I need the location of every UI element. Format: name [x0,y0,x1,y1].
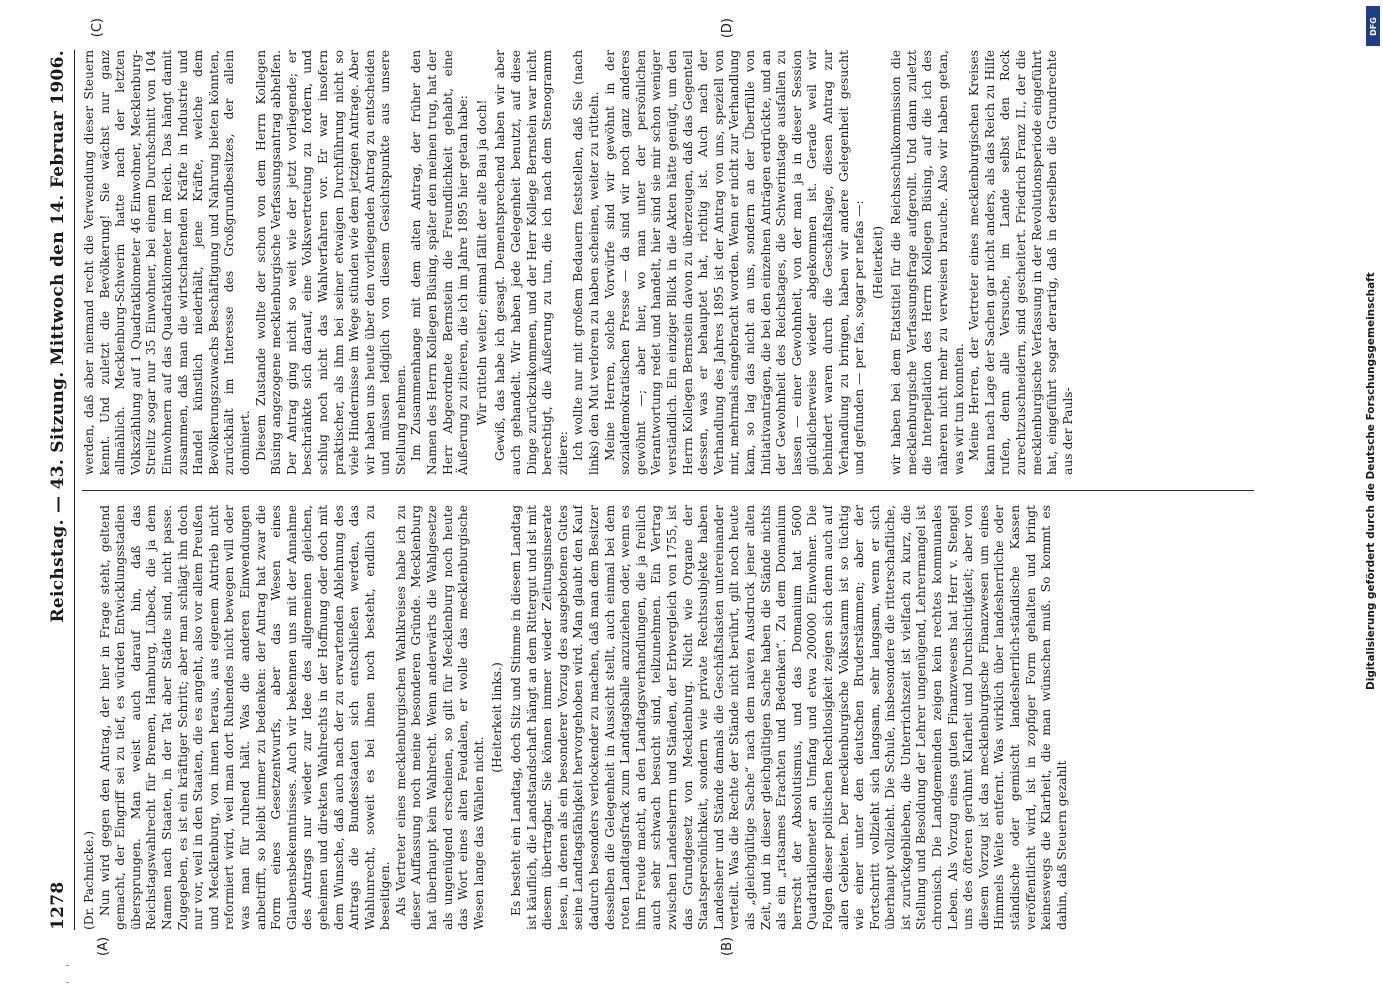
paragraph: Meine Herren, der Vertreter eines mecklenburgischen Kreises kann nach Lage der Sachen gar nicht anders, als das Reich zu Hilfe rufen, denn alle Versuche, im Lande selbst den Rock zurechtzuschneidern, sind gescheitert. Friedrich Franz II., der die mecklenburgische Verfassung in der Revolutionsperiode eingeführt hat, eingeführt sogar derartig, daß in derselben die Grundrechte aus der Pauls- [967,50,1075,475]
dfg-logo: DFG [1366,6,1380,46]
right-column [82,50,1254,475]
margin-marker-d: (D) [720,18,735,39]
paragraph: Es besteht ein Landtag, doch Sitz und Stimme in diesem Landtag ist käuflich, die Landstandschaft hängt an dem Rittergut und ist mit diesem übertragbar. Sie können immer wieder Zeitungsinserate lesen, in denen als ein besonderer Vorzug des ausgebotenen Gutes seine Landtagsfähigkeit hervorgehoben wird. Man glaubt den Kauf dadurch besonders verlockender zu machen, daß man dem Besitzer desselben die Gelegenheit in Aussicht stellt, auch einmal bei dem roten Landtagsfrack zum Landtagsballe anzuziehen oder, wenn es ihm Freude macht, an den Landtagsverhandlungen, die ja freilich auch sehr schwach besucht sind, teilzunehmen. Ein Vertrag zwischen Landesherrn und Ständen, der Erbvergleich von 1755, ist das Grundgesetz von Mecklenburg. Nicht wie Organe der Staatspersönlichkeit, sondern wie private Rechtssubjekte haben Landesherr und Stände damals die Geschäftslasten untereinander verteilt. Was die Rechte der Stände nicht berührt, gilt noch heute als „gleichgültige Sache“ nach dem naiven Ausdruck jener alten Zeit, und in dieser gleichgültigen Sache haben die Stände nichts als ein „ratsames Erachten und Bedenken“. Zu dem Domanium herrscht der Absolutismus, und das Domanium hat 5600 Quadratkilometer an Umfang und etwa 200000 Einwohner. Die Folgen dieser politischen Rechtlosigkeit zeigen sich denn auch auf allen Gebieten. Der mecklenburgische Volksstamm ist so tüchtig wie einer unter den deutschen Bruderstämmen; aber der Fortschritt vollzieht sich langsam, sehr langsam, wenn er sich überhaupt vollzieht. Die Schule, insbesondere die ritterschaftliche, ist zurückgeblieben, die Unterrichtszeit ist vielfach zu kurz, die Stellung und Besoldung der Lehrer ungenügend, Lehrermangel ist chronisch. Die Landgemeinden zeigen kein rechtes kommunales Leben. Als Vorzug eines guten Finanzwesens hat Herr v. Stengel uns des öfteren gerühmt Klarheit und Durchsichtigkeit; aber von diesem Vorzug ist das mecklenburgische Finanzwesen um eines Himmels Weite entfernt. Was wirklich über landesherrliche oder ständische oder gemischt landesherrlich-ständische Kassen veröffentlicht wird, ist in zopfiger Form gehalten und bringt keineswegs die Klarheit, die man wünschen muß. So kommt es dahin, daß Steuern gezahlt [509,505,1069,930]
scan-speck [66,965,69,966]
paragraph: Gewiß, das habe ich gesagt. Dementsprechend haben wir aber auch gehandelt. Wir haben jede Gelegenheit benutzt, auf diese Dinge zurückzukommen, und der Herr Kollege Bernstein war nicht berechtigt, die Äußerung zu tun, die ich nach dem Stenogramm zitiere: [493,50,570,475]
margin-marker-a: (A) [96,936,111,956]
paragraph: Nun wird gegen den Antrag, der hier in Frage steht, geltend gemacht, der Eingriff sei zu tief, es würden Entwicklungsstadien übersprungen. Man weist auch darauf hin, daß das Reichstagswahlrecht für Bremen, Hamburg, Lübeck, die ja dem Namen nach Staaten, in der Tat aber Städte sind, nicht passe. Zugegeben, es ist ein kräftiger Schritt; aber man schlägt ihn doch nur vor, weil in den Staaten, die es angeht, also vor allem Preußen und Mecklenburg, von innen heraus, aus eigenem Antrieb nicht reformiert wird, weil man dort Ruhendes nicht bewegen will oder was man für ruhend hält. Was die anderen Einwendungen anbetrifft, so bleibt immer zu bedenken: der Antrag hat zwar die Form eines Gesetzentwurfs, aber das Wesen eines Glaubensbekenntnisses. Auch wir bekennen uns mit der Annahme des Antrags nur wieder zur Idee des allgemeinen gleichen, geheimen und direkten Wahlrechts in der Hoffnung oder doch mit dem Wunsche, daß auch nach der zu erwartenden Ablehnung des Antrags die Bundesstaaten sich entschließen werden, das Wahlunrecht, soweit es bei ihnen noch besteht, endlich zu beseitigen. [97,505,393,930]
digitization-note: Digitalisierung gefördert durch die Deutsche Forschungsgemeinschaft [1365,272,1377,690]
interjection: (Heiterkeit) [870,225,885,300]
margin-marker-c: (C) [90,18,105,38]
interjection: (Heiterkeit links.) [490,662,505,773]
left-column [82,505,1254,930]
paragraph: werden, daß aber niemand recht die Verwendung dieser Steuern kennt. Und zuletzt die Bevölkerung! Sie wächst nur ganz allmählich. Mecklenburg-Schwerin hatte nach der letzten Volkszählung auf 1 Quadratkilometer 46 Einwohner, Mecklenburg-Strelitz sogar nur 35 Einwohner, bei einem Durchschnitt von 104 Einwohnern auf das Quadratkilometer im Reich. Das hängt damit zusammen, daß man die wirtschaftenden Kräfte in Industrie und Handel künstlich niederhält, jene Kräfte, welche dem Bevölkerungszuwachs Beschäftigung und Nahrung bieten könnten, zurückhält im Interesse des Großgrundbesitzes, der allein dominiert. [82,50,252,475]
header-rule [74,50,75,930]
quotation: Wir rütteln weiter; einmal fällt der alte Bau ja doch! [474,99,489,426]
page-number: 1278 [48,881,68,930]
speaker-name: (Dr. Pachnicke.) [82,830,96,930]
scan-speck [66,982,69,983]
quotation: Ich wollte nur mit großem Bedauern feststellen, daß Sie (nach links) den Mut verloren zu haben scheinen, weiter zu rütteln. [571,50,601,475]
paragraph: Diesem Zustande wollte der schon von dem Herrn Kollegen Büsing angezogene mecklenburgische Verfassungsantrag abhelfen. Der Antrag ging nicht so weit wie der jetzt vorliegende; er beschränkte sich darauf, eine Volksvertretung zu fordern, und schlug noch nicht das Wahlverfahren vor. Er war insofern praktischer, als ihm bei seiner etwaigen Durchführung nicht so viele Hindernisse im Wege stünden wie dem jetzigen Antrage. Aber wir haben uns heute über den vorliegenden Antrag zu entscheiden und müssen lediglich von diesem Gesichtspunkte aus unsere Stellung nehmen. [253,50,408,475]
paragraph: Im Zusammenhange mit dem alten Antrag, der früher den Namen des Herrn Kollegen Büsing, später den meinen trug, hat der Herr Abgeordnete Bernstein die Freundlichkeit gehabt, eine Äußerung zu zitieren, die ich im Jahre 1895 hier getan habe: [409,50,471,475]
column-divider [82,490,1254,491]
page-header [48,50,70,930]
session-title: Reichstag. — 43. Sitzung. Mittwoch den 14. Februar 1906. [48,50,68,623]
margin-marker-b: (B) [720,936,735,956]
paragraph: Meine Herren, solche Vorwürfe sind wir gewöhnt in der sozialdemokratischen Presse — da sind wir noch ganz anderes gewöhnt —; aber hier, wo man unter der persönlichen Verantwortung redet und handelt, hier sind sie mir schon weniger verständlich. Ein einziger Blick in die Akten hätte genügt, um den Herrn Kollegen Bernstein davon zu überzeugen, daß das Gegenteil dessen, was er behauptet hat, richtig ist. Auch nach der Verhandlung des Jahres 1895 ist der Antrag von uns, speziell von mir, mehrmals eingebracht worden. Wenn er nicht zur Verhandlung kam, so lag das nicht an uns, sondern an der Überfülle von Initiativanträgen, die bei den einzelnen Anträgen erdrückte, und an der Gewohnheit des Reichstages, die Schwerinstage ausfallen zu lassen — einer Gewohnheit, von der man ja in dieser Session glücklicherweise wieder abgekommen ist. Gerade weil wir behindert waren durch die Geschäftslage, diesen Antrag zur Verhandlung zu bringen, haben wir andere Gelegenheit gesucht und gefunden — per fas, sogar per nefas —: [602,50,867,475]
document-page [20,10,1300,970]
paragraph: Als Vertreter eines mecklenburgischen Wahlkreises habe ich zu dieser Auffassung noch meine besonderen Gründe. Mecklenburg hat überhaupt kein Wahlrecht. Wenn anderwärts die Wahlgesetze als ungenügend erscheinen, so gilt für Mecklenburg noch heute das Wort eines alten Feudalen, er wolle das mecklenburgische Wesen lange das Wählen nicht. [393,505,486,930]
paragraph: wir haben bei dem Etatstitel für die Reichsschulkommission die mecklenburgische Verfassungsfrage aufgerollt. Und dann zuletzt die Interpellation des Herrn Kollegen Büsing, auf die ich des näheren nicht mehr zu verweisen brauche. Also wir haben getan, was wir tun konnten. [889,50,966,475]
